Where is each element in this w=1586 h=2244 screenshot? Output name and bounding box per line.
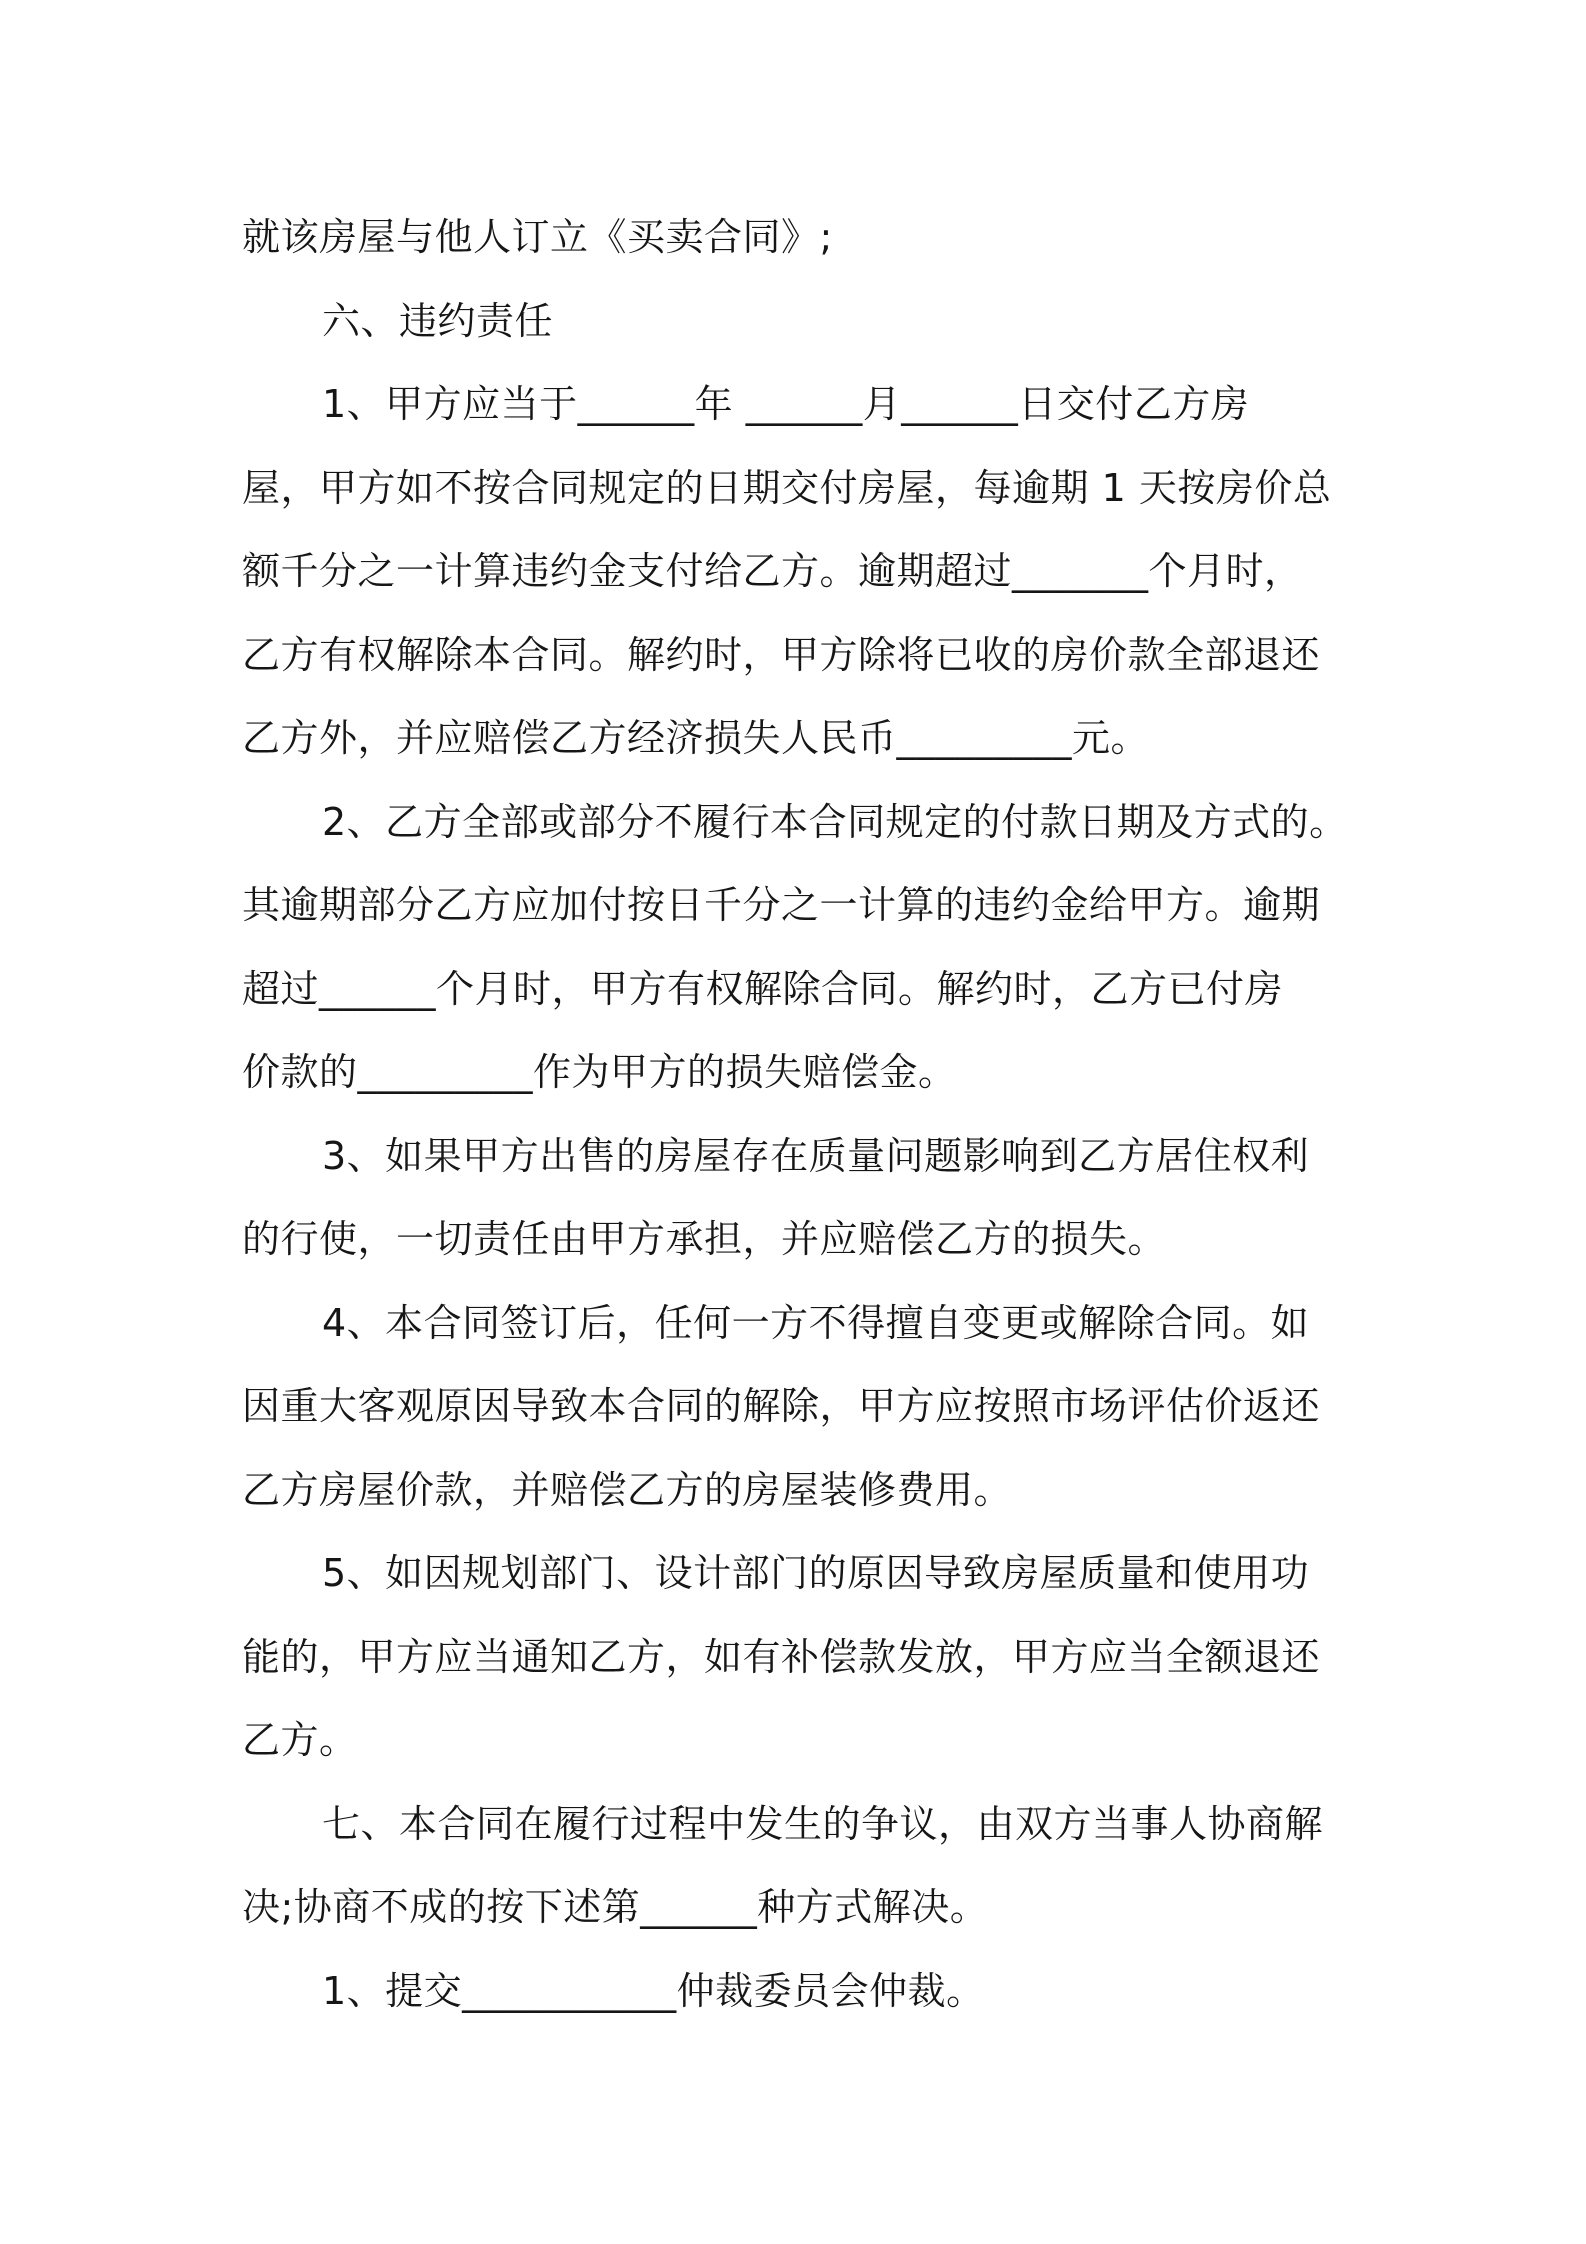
text-line: 乙方有权解除本合同。解约时，甲方除将已收的房价款全部退还 <box>242 632 1321 677</box>
section-heading-dispute-resolution: 七、本合同在履行过程中发生的争议，由双方当事人协商解 <box>322 1801 1324 1846</box>
text-line: 乙方。 <box>242 1718 358 1762</box>
text-line: 1、甲方应当于______年 ______月______日交付乙方房 <box>322 382 1250 426</box>
text-line: 1、提交___________仲裁委员会仲裁。 <box>322 1968 985 2013</box>
text-line: 屋，甲方如不按合同规定的日期交付房屋，每逾期 1 天按房价总 <box>242 465 1332 510</box>
text-line: 乙方外，并应赔偿乙方经济损失人民币_________元。 <box>242 716 1150 760</box>
text-line: 乙方房屋价款，并赔偿乙方的房屋装修费用。 <box>242 1467 1013 1512</box>
text-line: 价款的_________作为甲方的损失赔偿金。 <box>242 1050 957 1094</box>
text-line: 其逾期部分乙方应加付按日千分之一计算的违约金给甲方。逾期 <box>242 883 1321 927</box>
text-line: 就该房屋与他人订立《买卖合同》; <box>242 215 833 259</box>
text-line: 2、乙方全部或部分不履行本合同规定的付款日期及方式的。 <box>322 799 1348 844</box>
text-line: 3、如果甲方出售的房屋存在质量问题影响到乙方居住权利 <box>322 1133 1310 1178</box>
section-heading-breach-liability: 六、违约责任 <box>322 298 554 343</box>
text-line: 4、本合同签订后，任何一方不得擅自变更或解除合同。如 <box>322 1300 1310 1345</box>
text-line: 超过______个月时，甲方有权解除合同。解约时，乙方已付房 <box>242 966 1284 1011</box>
text-line: 决;协商不成的按下述第______种方式解决。 <box>242 1885 989 1929</box>
text-line: 5、如因规划部门、设计部门的原因导致房屋质量和使用功 <box>322 1551 1310 1595</box>
document-body <box>242 196 1362 2033</box>
text-line: 能的，甲方应当通知乙方，如有补偿款发放，甲方应当全额退还 <box>242 1634 1321 1679</box>
text-line: 的行使，一切责任由甲方承担，并应赔偿乙方的损失。 <box>242 1217 1167 1261</box>
text-line: 因重大客观原因导致本合同的解除，甲方应按照市场评估价返还 <box>242 1384 1321 1428</box>
text-line: 额千分之一计算违约金支付给乙方。逾期超过_______个月时， <box>242 549 1303 593</box>
